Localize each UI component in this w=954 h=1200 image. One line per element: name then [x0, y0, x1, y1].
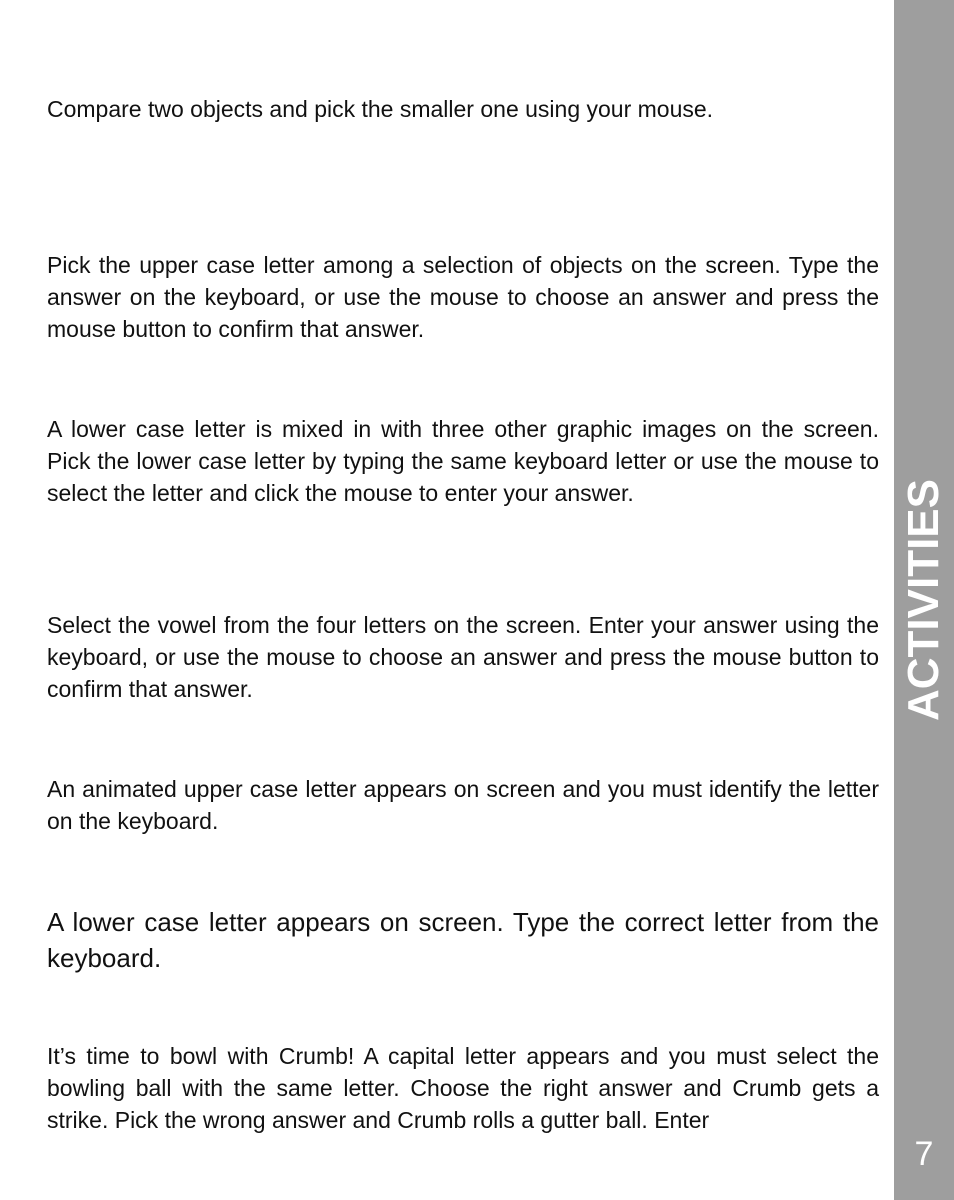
activity-description-animated-letter: An animated upper case letter appears on screen and you must identify the letter on the keyboard. [47, 776, 879, 834]
activity-description-upper-case-letter: Pick the upper case letter among a selection of objects on the screen. Type the answer on the keyboard, or use the mouse to choose an answer and press the mouse button to confirm that answer. [47, 252, 879, 342]
activity-description-lower-case-letter: A lower case letter is mixed in with three other graphic images on the screen. Pick the lower case letter by typing the same keyboard letter or use the mouse to select the letter and click the mouse to enter your answer. [47, 416, 879, 506]
section-title: ACTIVITIES [899, 478, 948, 722]
activity-description-type-letter: A lower case letter appears on screen. Type the correct letter from the keyboard. [47, 907, 879, 973]
activity-description-compare-objects: Compare two objects and pick the smaller one using your mouse. [47, 96, 714, 122]
activity-description-vowel: Select the vowel from the four letters on the screen. Enter your answer using the keyboard, or use the mouse to choose an answer and press the mouse button to confirm that answer. [47, 612, 879, 702]
page-number: 7 [914, 1135, 934, 1173]
section-side-tab [894, 0, 954, 1200]
activity-description-bowling: It’s time to bowl with Crumb! A capital letter appears and you must select the bowling ball with the same letter. Choose the right answer and Crumb gets a strike. Pick the wrong answer and Crumb rolls a gutter ball. Enter [47, 1043, 879, 1133]
